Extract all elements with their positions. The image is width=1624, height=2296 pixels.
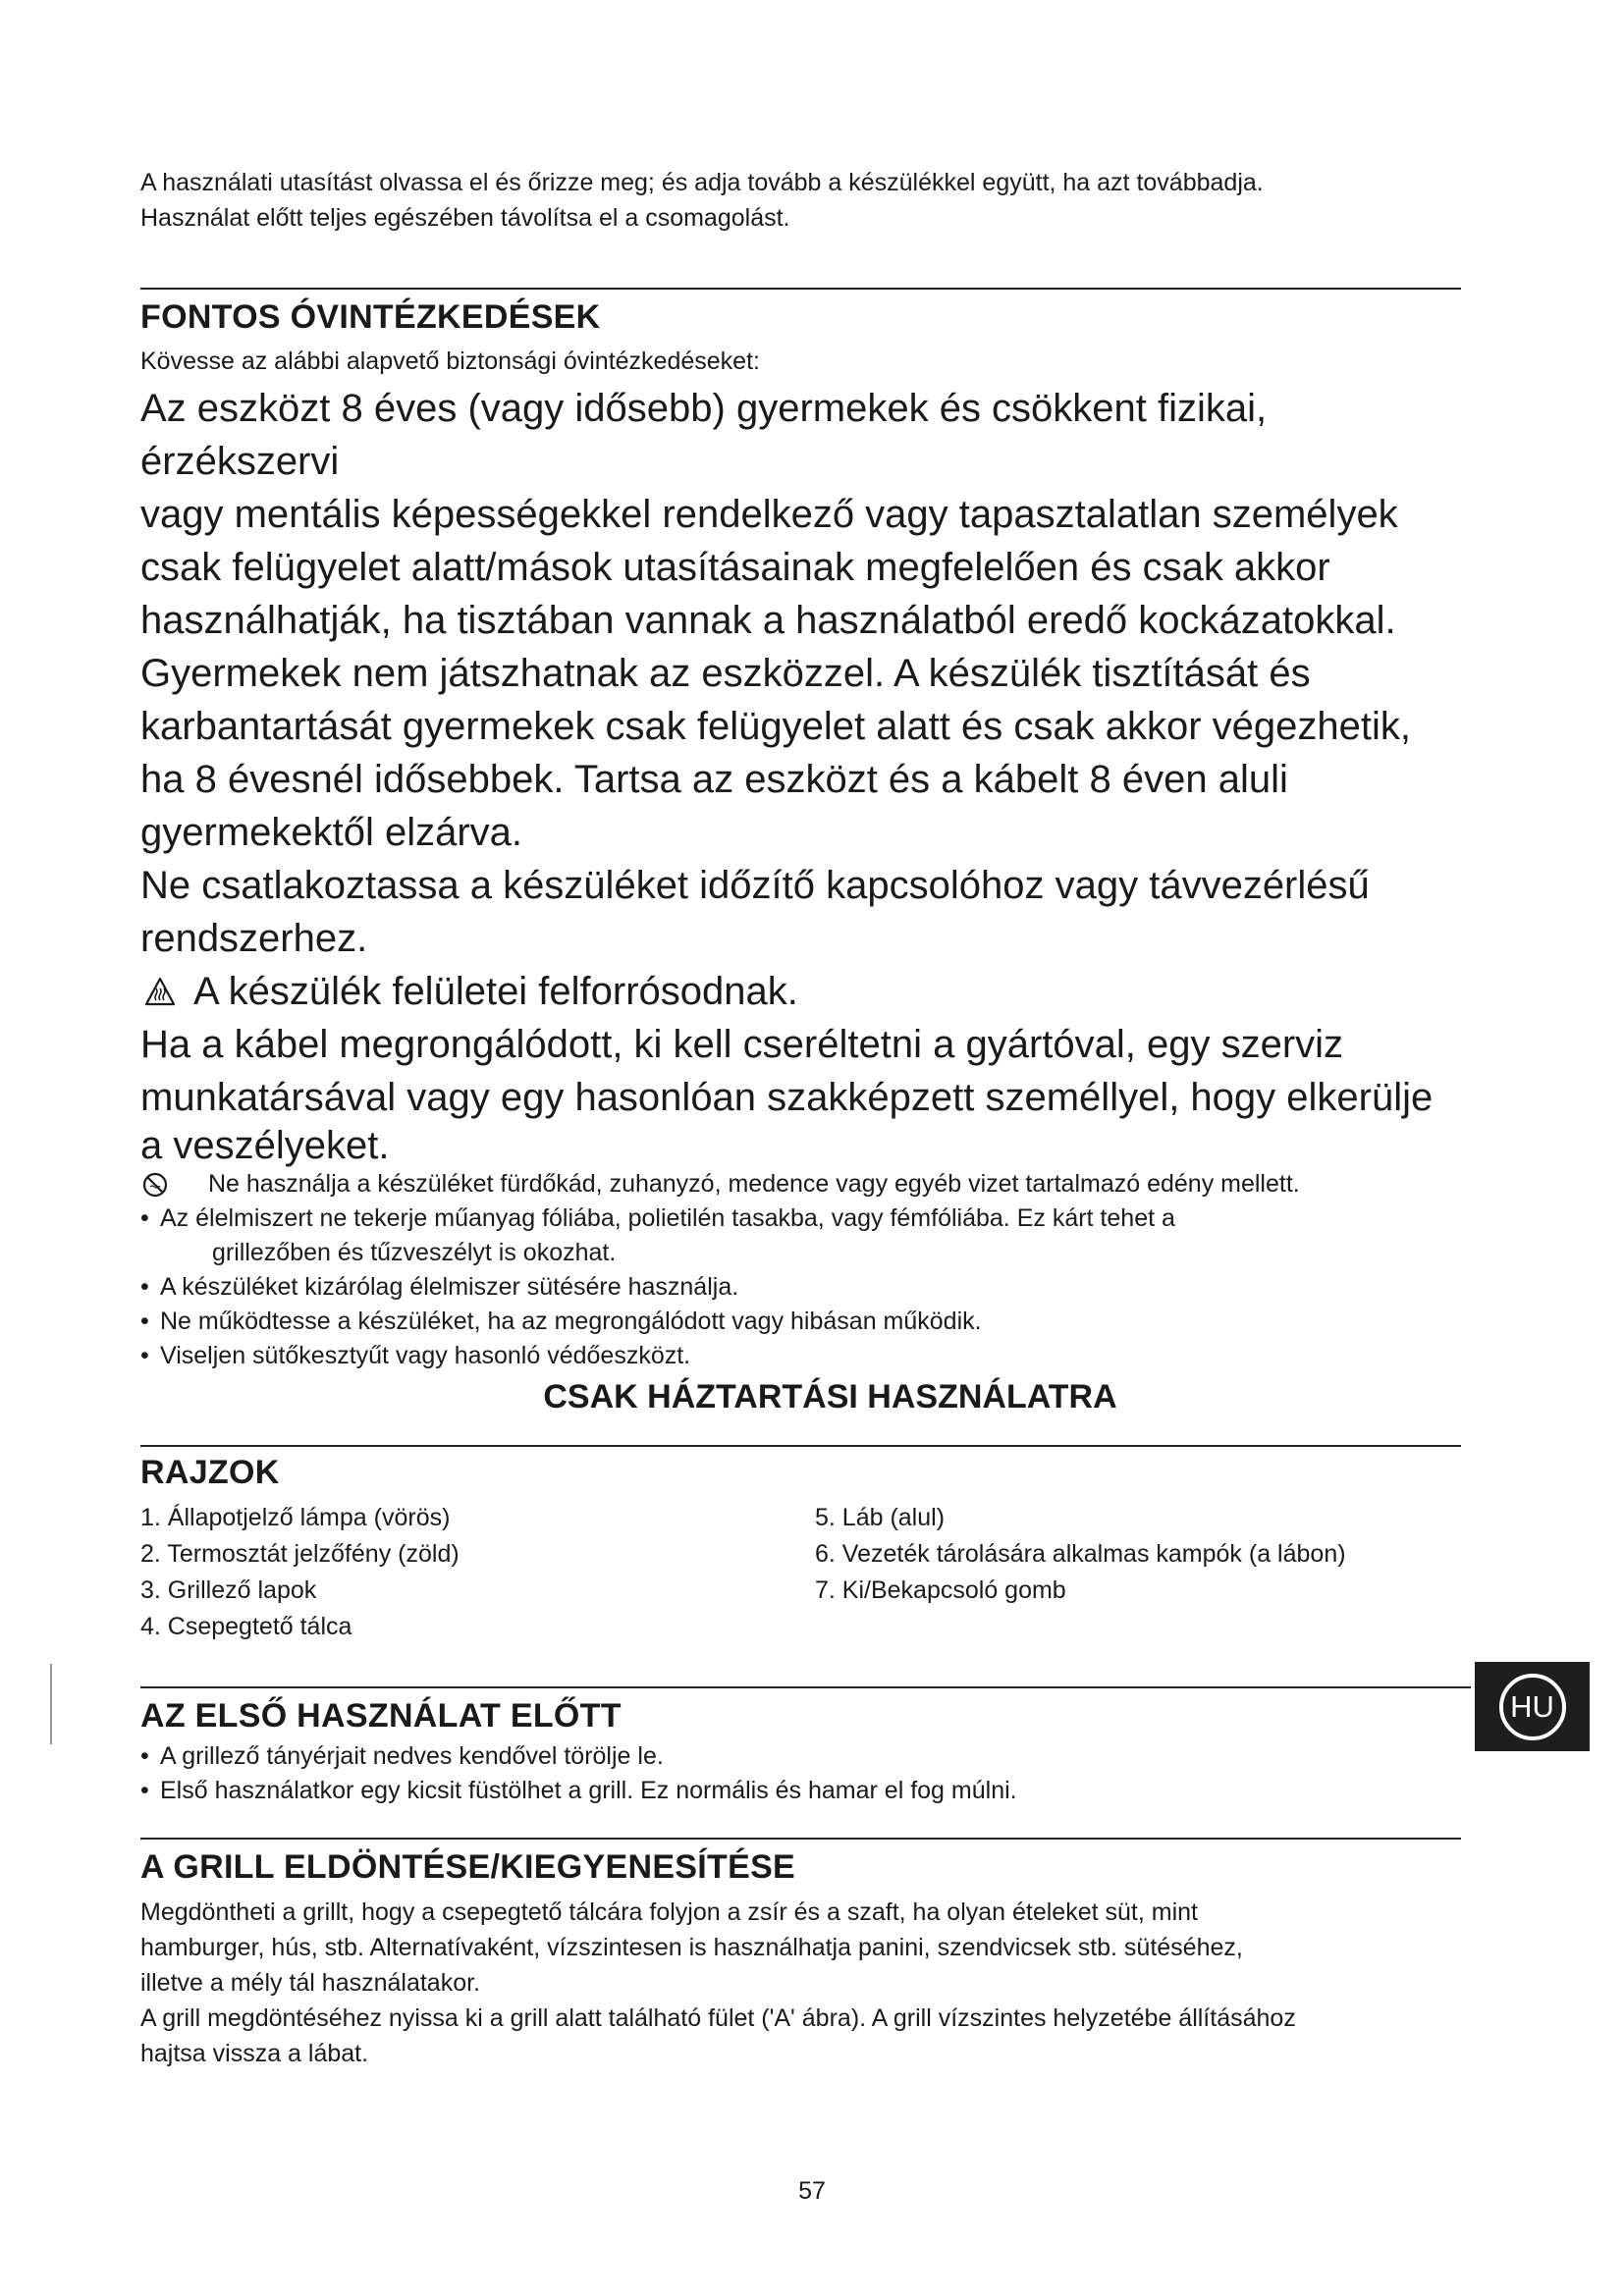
language-badge: [1475, 1662, 1590, 1751]
bullet-text: Az élelmiszert ne tekerje műanyag fóliába, polietilén tasakba, vagy fémfóliába. Ez kárt tehet a: [160, 1204, 1175, 1232]
paragraph-line: Megdöntheti a grillt, hogy a csepegtető tálcára folyjon a zsír és a szaft, ha olyan ételeket süt, mint: [140, 1898, 1198, 1926]
paragraph-line: illetve a mély tál használatakor.: [140, 1969, 481, 1997]
hot-surface-text: A készülék felületei felforrósodnak.: [193, 970, 798, 1013]
list-item: [140, 1339, 1461, 1373]
large-line: gyermekektől elzárva.: [140, 811, 523, 854]
large-line: munkatársával vagy egy hasonlóan szakképzett személlyel, hogy elkerülje: [140, 1076, 1434, 1119]
bullet-text-continued: grillezőben és tűzveszélyt is okozhat.: [212, 1239, 617, 1266]
tilt-heading: A GRILL ELDÖNTÉSE/KIEGYENESÍTÉSE: [140, 1848, 796, 1886]
page-number: 57: [798, 2177, 826, 2205]
bullet-text: Ne működtesse a készüléket, ha az megrongálódott vagy hibásan működik.: [160, 1308, 982, 1335]
large-line: rendszerhez.: [140, 917, 368, 960]
tilt-paragraph: [140, 1895, 1461, 2071]
no-water-text: Ne használja a készüléket fürdőkád, zuhanyzó, medence vagy egyéb vizet tartalmazó edény mellett.: [208, 1170, 1300, 1198]
large-line: karbantartását gyermekek csak felügyelet alatt és csak akkor végezhetik,: [140, 705, 1411, 748]
drawings-heading: RAJZOK: [140, 1454, 280, 1491]
large-line: Gyermekek nem játszhatnak az eszközzel. A készülék tisztítását és: [140, 652, 1311, 695]
bullet-text: A grillező tányérjait nedves kendővel törölje le.: [160, 1742, 664, 1770]
large-line: Ha a kábel megrongálódott, ki kell cseréltetni a gyártóval, egy szerviz: [140, 1023, 1344, 1066]
drawing-item: 1. Állapotjelző lámpa (vörös): [140, 1504, 451, 1531]
no-water-warning: [140, 1167, 1461, 1201]
large-line: csak felügyelet alatt/mások utasításainak megfelelően és csak akkor: [140, 546, 1330, 589]
hot-surface-icon: [144, 977, 176, 1006]
hot-surface-warning: [140, 965, 1461, 1018]
list-item: [140, 1201, 1461, 1270]
prohibited-icon: [142, 1172, 168, 1198]
household-use-heading: CSAK HÁZTARTÁSI HASZNÁLATRA: [543, 1378, 1117, 1415]
page-content: [140, 165, 1461, 2071]
intro-line: A használati utasítást olvassa el és őrizze meg; és adja tovább a készülékkel együtt, ha azt továbbadja.: [140, 169, 1264, 196]
margin-line: [50, 1664, 52, 1744]
list-item: [140, 1739, 1461, 1774]
bullet-text: Viseljen sütőkesztyűt vagy hasonló védőeszközt.: [160, 1342, 691, 1369]
section-divider: [140, 288, 1461, 290]
first-use-heading: AZ ELSŐ HASZNÁLAT ELŐTT: [140, 1697, 622, 1735]
section-divider: [140, 1686, 1471, 1688]
large-line: használhatják, ha tisztában vannak a használatból eredő kockázatokkal.: [140, 599, 1396, 642]
drawing-item: 5. Láb (alul): [815, 1504, 946, 1531]
paragraph-line: A grill megdöntéséhez nyissa ki a grill alatt található fület ('A' ábra). A grill vízszintes helyzetébe állításához: [140, 2004, 1296, 2032]
drawing-item: 7. Ki/Bekapcsoló gomb: [815, 1576, 1066, 1604]
safety-subtitle: Kövesse az alábbi alapvető biztonsági óvintézkedéseket:: [140, 347, 760, 375]
drawing-item: 6. Vezeték tárolására alkalmas kampók (a lábon): [815, 1540, 1346, 1568]
large-line: vagy mentális képességekkel rendelkező vagy tapasztalatlan személyek: [140, 493, 1398, 536]
large-line: a veszélyeket.: [140, 1124, 390, 1167]
large-line: Ne csatlakoztassa a készüléket időzítő kapcsolóhoz vagy távvezérlésű: [140, 864, 1370, 907]
paragraph-line: hamburger, hús, stb. Alternatívaként, vízszintesen is használhatja panini, szendvicsek stb. sütéséhez,: [140, 1934, 1243, 1961]
language-badge-label: HU: [1499, 1674, 1566, 1740]
list-item: [140, 1270, 1461, 1305]
intro-line: Használat előtt teljes egészében távolítsa el a csomagolást.: [140, 204, 790, 232]
safety-large-text: [140, 382, 1461, 1167]
list-item: [140, 1774, 1461, 1808]
bullet-text: A készüléket kizárólag élelmiszer sütésére használja.: [160, 1273, 739, 1301]
drawings-right-column: [815, 1500, 1461, 1645]
large-line: ha 8 évesnél idősebbek. Tartsa az eszközt és a kábelt 8 éven aluli: [140, 758, 1288, 801]
section-divider: [140, 1445, 1461, 1447]
paragraph-line: hajtsa vissza a lábat.: [140, 2040, 369, 2067]
drawing-item: 2. Termosztát jelzőfény (zöld): [140, 1540, 460, 1568]
drawings-left-column: [140, 1500, 815, 1645]
safety-heading: FONTOS ÓVINTÉZKEDÉSEK: [140, 298, 601, 336]
drawing-item: 4. Csepegtető tálca: [140, 1613, 352, 1640]
large-line: Az eszközt 8 éves (vagy idősebb) gyermekek és csökkent fizikai, érzékszervi: [140, 387, 1268, 483]
bullet-text: Első használatkor egy kicsit füstölhet a grill. Ez normális és hamar el fog múlni.: [160, 1777, 1017, 1804]
list-item: [140, 1305, 1461, 1339]
drawings-list: [140, 1500, 1461, 1645]
drawing-item: 3. Grillező lapok: [140, 1576, 317, 1604]
section-divider: [140, 1838, 1461, 1840]
